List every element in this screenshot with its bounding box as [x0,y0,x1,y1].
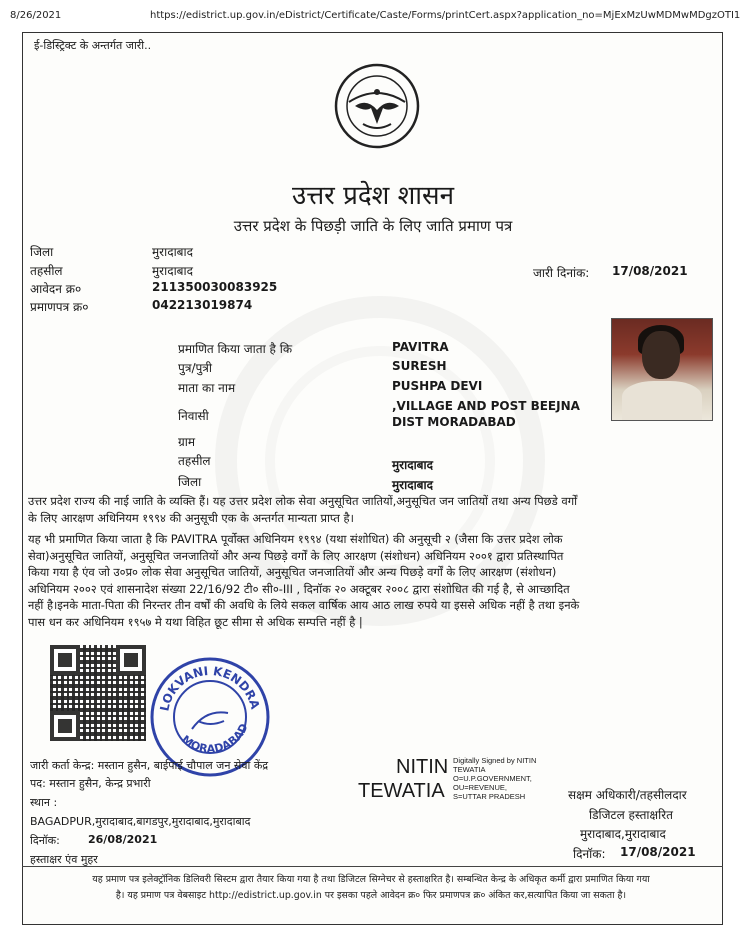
applicant-name: PAVITRA [392,340,449,354]
place-value: BAGADPUR,मुरादाबाद,बागडपुर,मुरादाबाद,मुरादाबाद [30,815,251,828]
mother-label: माता का नाम [178,381,236,395]
para2-line1: यह भी प्रमाणित किया जाता है कि PAVITRA पूर्वोक्त अधिनियम १९९४ (यथा संशोधित) की अनुसूची २ (जैसा कि उत्तर प्रदेश लोक [28,532,563,546]
up-emblem-icon [333,62,421,150]
para2-line5: नहीं है।इनके माता-पिता की निरन्तर तीन वर्षों की अवधि के लिये सकल वार्षिक आय आठ लाख रुपये या इससे अधिक नहीं है तथा इनके [28,598,580,613]
stamp-top-text: LOKVANI KENDRA [157,663,263,713]
issuing-center: जारी कर्ता केन्द्र: मस्तान हुसैन, बाईपाई चौपाल जन सेवा केंद्र [30,759,269,772]
issuer-date-value: 26/08/2021 [88,833,158,846]
footer-line2: है। यह प्रमाण पत्र वेबसाइट http://edistrict.up.gov.in पर इसका पहले आवेदन क्र० फिर प्रमाणपत्र क्र० अंकित कर,सत्यापित किया जा सकता है। [115,890,627,901]
address-line1: ,VILLAGE AND POST BEEJNA [392,399,580,413]
para2-line4: अधिनियम २००२ एवं शासनादेश संख्या 22/16/92 टी० सी०-III , दिनॉक २० अक्टूबर २००८ द्वारा संशोधित की गई है, से आच्छादित [28,581,570,596]
signer-name-line2: TEWATIA [358,780,445,802]
para2-line2: सेवा)अनुसूचित जातियों, अनुसूचित जनजातियों और अन्य पिछड़े वर्गों के लिए आरक्षण (संशोधन) अधिनियम २००१ द्वारा प्रतिस्थापित [28,548,564,563]
tehsil-label: तहसील [30,264,63,278]
sig-detail-3: O=U.P.GOVERNMENT, [453,774,532,783]
footer-line1: यह प्रमाण पत्र इलेक्ट्रॉनिक डिलिवरी सिस्टम द्वारा तैयार किया गया है तथा डिजिटल सिग्नेचर से हस्ताक्षरित है। सम्बन्धित केन्द्र के अधिकृत कर्मी द्वारा प्रमाणित किया गया [92,874,650,885]
sig-detail-1: Digitally Signed by NITIN [453,756,537,765]
para1-line2: के लिए आरक्षण अधिनियम १९९४ की अनुसूची एक के अन्तर्गत मान्यता प्राप्त है। [28,510,354,525]
person-district-value: मुरादाबाद [392,478,434,492]
footer-divider [22,866,723,867]
authority-signed: डिजिटल हस्ताक्षरित [589,808,673,822]
page-title: उत्तर प्रदेश शासन [291,181,455,211]
issuer-date-label: दिनॉक: [30,834,60,847]
para1-line1: उत्तर प्रदेश राज्य की नाई जाति के व्यक्ति हैं। यह उत्तर प्रदेश लोक सेवा अनुसूचित जातियों,अनुसूचित जन जातियों तथा अन्य पिछडे वर्गों [28,494,578,508]
village-label: ग्राम [178,435,196,449]
tehsil-value: मुरादाबाद [152,264,194,278]
issue-date-value: 17/08/2021 [612,264,688,278]
application-label: आवेदन क्र० [30,282,82,296]
print-date: 8/26/2021 [10,10,62,21]
stamp-bottom-text: MORADABAD [179,721,251,756]
issue-date-label: जारी दिनांक: [533,266,590,280]
person-tehsil-value: मुरादाबाद [392,458,434,472]
authority-location: मुरादाबाद,मुरादाबाद [580,827,666,841]
resident-label: निवासी [178,409,209,423]
father-name: SURESH [392,359,447,373]
sig-detail-5: S=UTTAR PRADESH [453,792,526,801]
person-district-label: जिला [178,475,202,489]
print-url: https://edistrict.up.gov.in/eDistrict/Certificate/Caste/Forms/printCert.aspx?application_no=MjExMzUwMDMwMDgzOTI1 [150,10,741,21]
applicant-photo [611,318,713,421]
svg-text:MORADABAD [179,721,251,755]
paragraph-caste [28,493,718,526]
digital-signature-details [453,756,536,801]
issued-under-text: ई-डिस्ट्रिक्ट के अन्तर्गत जारी.. [34,39,152,52]
paragraph-certification [28,531,718,631]
para2-line3: किया गया है एंव जो उ०प्र० लोक सेवा अनुसूचित जातियों, अनुसूचित जनजातियों और अन्य पिछड़े वर्गों के लिए आरक्षण (संशोधन) [28,565,557,580]
signature-seal-label: हस्ताक्षर एंव मुहर [30,853,98,866]
district-label: जिला [30,245,54,259]
relation-label: पुत्र/पुत्री [178,361,213,375]
certificate-label: प्रमाणपत्र क्र० [30,300,89,314]
qr-code [50,645,146,741]
authority-date-value: 17/08/2021 [620,845,696,859]
para2-line6: पास धन कर अधिनियम १९५७ मे यथा विहित छूट सीमा से अधिक सम्पत्ति नहीं है | [28,614,363,629]
application-number: 211350030083925 [152,280,278,294]
certified-label: प्रमाणित किया जाता है कि [178,342,293,356]
certificate-number: 042213019874 [152,298,253,312]
person-tehsil-label: तहसील [178,454,211,468]
place-label: स्थान : [30,796,58,809]
district-value: मुरादाबाद [152,245,194,259]
address-line2: DIST MORADABAD [392,415,516,429]
mother-name: PUSHPA DEVI [392,379,483,393]
issuing-operator: पद: मस्तान हुसैन, केन्द्र प्रभारी [30,777,151,790]
authority-date-label: दिनॉक: [573,847,606,861]
signer-name-line1: NITIN [396,756,449,778]
authority-designation: सक्षम अधिकारी/तहसीलदार [568,788,687,802]
sig-detail-4: OU=REVENUE, [453,783,507,792]
sig-detail-2: TEWATIA [453,765,486,774]
page-subtitle: उत्तर प्रदेश के पिछड़ी जाति के लिए जाति प्रमाण पत्र [233,217,513,235]
